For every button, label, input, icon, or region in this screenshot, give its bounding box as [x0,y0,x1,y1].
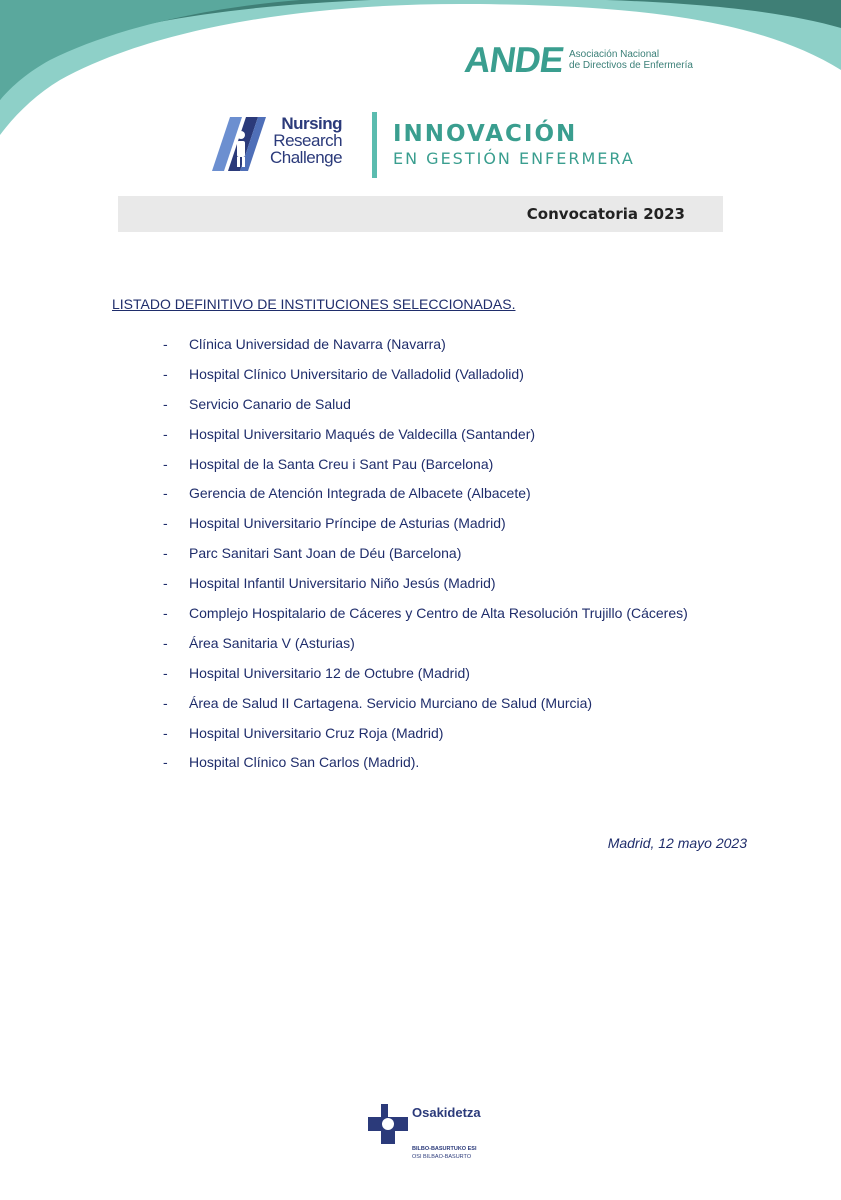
nrc-figure-icon [208,115,268,173]
nursing-research-challenge-logo [208,115,342,173]
list-bullet: - [163,754,168,771]
list-bullet: - [163,515,168,532]
institution-name: Complejo Hospitalario de Cáceres y Centro de Alta Resolución Trujillo (Cáceres) [189,605,688,622]
list-bullet: - [163,365,168,382]
list-title: LISTADO DEFINITIVO DE INSTITUCIONES SELECCIONADAS. [112,296,516,312]
list-bullet: - [163,395,168,412]
institution-name: Parc Sanitari Sant Joan de Déu (Barcelona) [189,545,462,562]
convocatoria-label: Convocatoria 2023 [526,205,685,223]
ande-logo-mark: ANDE [462,39,566,80]
list-bullet: - [163,336,168,352]
list-bullet: - [163,724,168,741]
innovation-line2: EN GESTIÓN ENFERMERA [393,149,635,168]
institution-name: Clínica Universidad de Navarra (Navarra) [189,336,446,352]
innovation-line1: INNOVACIÓN [393,121,578,147]
header-divider [372,112,377,178]
list-bullet: - [163,425,168,442]
institution-name: Servicio Canario de Salud [189,395,351,412]
institution-name: Área de Salud II Cartagena. Servicio Murciano de Salud (Murcia) [189,694,593,711]
innovation-heading [393,120,635,170]
institution-name: Gerencia de Atención Integrada de Albacete (Albacete) [189,485,531,502]
institution-name: Hospital Universitario Príncipe de Asturias (Madrid) [189,515,506,532]
list-bullet: - [163,664,168,681]
nrc-line3: Challenge [270,148,343,167]
osakidetza-name: Osakidetza [412,1105,481,1120]
list-bullet: - [163,545,168,562]
ande-text-line2: de Directivos de Enfermería [569,60,693,71]
institution-name: Hospital Universitario Maqués de Valdecilla (Santander) [189,425,536,442]
ande-logo [462,39,693,80]
institution-name: Hospital de la Santa Creu i Sant Pau (Barcelona) [189,455,494,472]
nrc-text [270,115,342,166]
osakidetza-sub2: OSI BILBAO-BASURTO [412,1154,472,1160]
nrc-line2: Research [273,131,343,150]
ande-text-line1: Asociación Nacional [569,49,660,60]
osakidetza-cross-icon [368,1104,408,1144]
list-bullet: - [163,605,168,622]
osakidetza-sub1: BILBO-BASURTUKO ESI [412,1146,477,1152]
nrc-line1: Nursing [281,114,343,133]
institution-name: Área Sanitaria V (Asturias) [189,634,355,651]
list-bullet: - [163,694,168,711]
list-bullet: - [163,575,168,592]
institution-name: Hospital Clínico San Carlos (Madrid). [189,754,420,771]
date-line: Madrid, 12 mayo 2023 [607,835,747,851]
institution-name: Hospital Infantil Universitario Niño Jesús (Madrid) [189,575,496,592]
ande-logo-text [569,49,693,71]
institution-name: Hospital Clínico Universitario de Valladolid (Valladolid) [189,365,524,382]
convocatoria-bar [118,196,723,232]
list-bullet: - [163,455,168,472]
list-bullet: - [163,485,168,502]
institution-name: Hospital Universitario Cruz Roja (Madrid) [189,724,444,741]
list-bullet: - [163,634,168,651]
institution-name: Hospital Universitario 12 de Octubre (Madrid) [189,664,470,681]
